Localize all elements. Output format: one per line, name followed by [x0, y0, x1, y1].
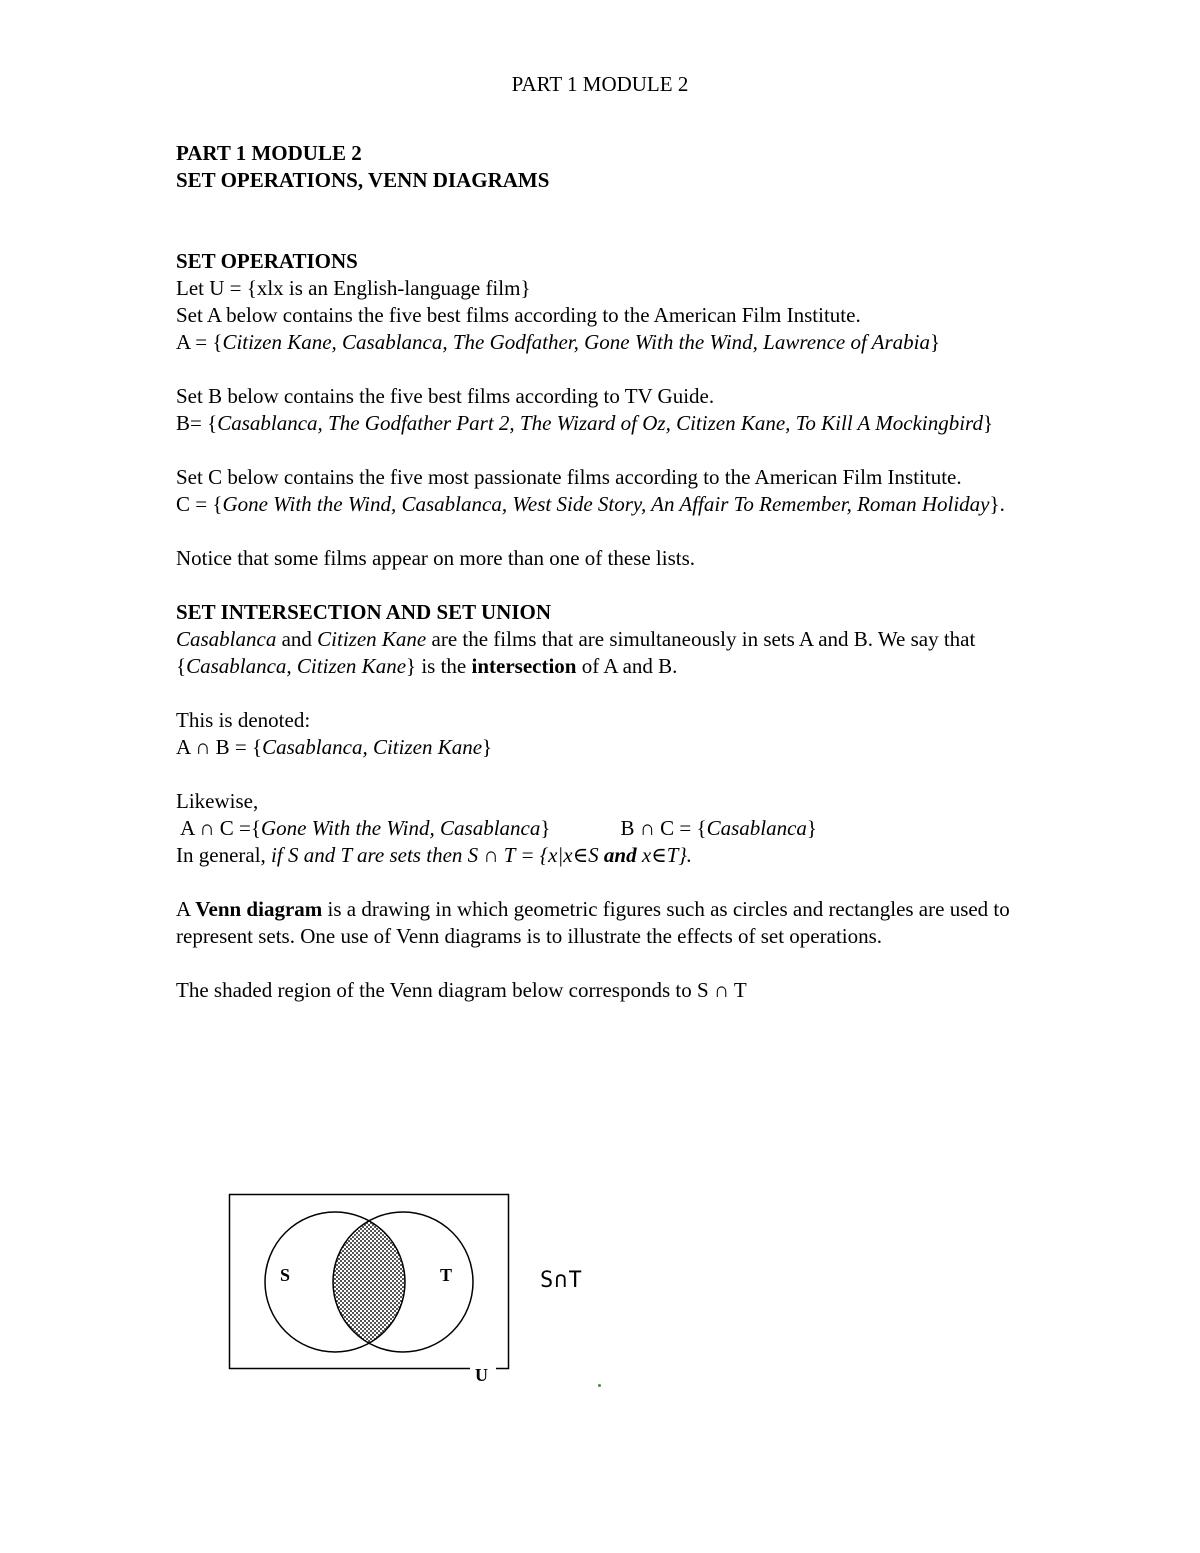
- doc-title-line1: PART 1 MODULE 2: [176, 141, 362, 165]
- set-a-definition: A = {Citizen Kane, Casablanca, The Godfather, Gone With the Wind, Lawrence of Arabia}: [176, 330, 941, 354]
- a-intersect-b: A ∩ B = {Casablanca, Citizen Kane}: [176, 735, 493, 759]
- universal-set-definition: Let U = {xlx is an English-language film}: [176, 276, 531, 300]
- set-t-label: T: [440, 1265, 453, 1285]
- intersection-paragraph: Casablanca and Citizen Kane are the films that are simultaneously in sets A and B. We say that {Casablanca, Citizen Kane} is the intersection of A and B.: [176, 627, 976, 678]
- a-c-and-b-c-intersections: [176, 815, 1036, 842]
- set-c-intro: Set C below contains the five most passionate films according to the American Film Institute.: [176, 465, 962, 489]
- intersection-caption: S∩T: [540, 1268, 583, 1293]
- venn-diagram-definition: A Venn diagram is a drawing in which geometric figures such as circles and rectangles are used to represent sets. One use of Venn diagrams is to illustrate the effects of set operations.: [176, 897, 1010, 948]
- section-heading-set-operations: SET OPERATIONS: [176, 249, 358, 273]
- a-intersect-c: A ∩ C ={Gone With the Wind, Casablanca}: [176, 816, 551, 840]
- denoted-line: This is denoted:: [176, 708, 311, 732]
- likewise-line: Likewise,: [176, 789, 259, 813]
- general-definition: In general, if S and T are sets then S ∩ T = {x|x∈S and x∈T}.: [176, 843, 693, 867]
- set-b-intro: Set B below contains the five best films according to TV Guide.: [176, 384, 715, 408]
- notice-paragraph: Notice that some films appear on more than one of these lists.: [176, 546, 696, 570]
- set-a-intro: Set A below contains the five best films according to the American Film Institute.: [176, 303, 861, 327]
- document-body: [176, 140, 1036, 1004]
- doc-title-line2: SET OPERATIONS, VENN DIAGRAMS: [176, 168, 550, 192]
- stray-dot: [598, 1384, 601, 1387]
- running-header: PART 1 MODULE 2: [511, 72, 689, 96]
- set-c-definition: C = {Gone With the Wind, Casablanca, West Side Story, An Affair To Remember, Roman Holiday}.: [176, 492, 1005, 516]
- b-intersect-c: B ∩ C = {Casablanca}: [620, 816, 817, 840]
- section-heading-intersection-union: SET INTERSECTION AND SET UNION: [176, 600, 552, 624]
- set-b-definition: B= {Casablanca, The Godfather Part 2, The Wizard of Oz, Citizen Kane, To Kill A Mockingbird}: [176, 411, 994, 435]
- shaded-region-caption: The shaded region of the Venn diagram below corresponds to S ∩ T: [176, 978, 747, 1002]
- universal-set-label: U: [475, 1365, 488, 1385]
- set-s-label: S: [280, 1265, 291, 1285]
- venn-diagram: [228, 1192, 518, 1386]
